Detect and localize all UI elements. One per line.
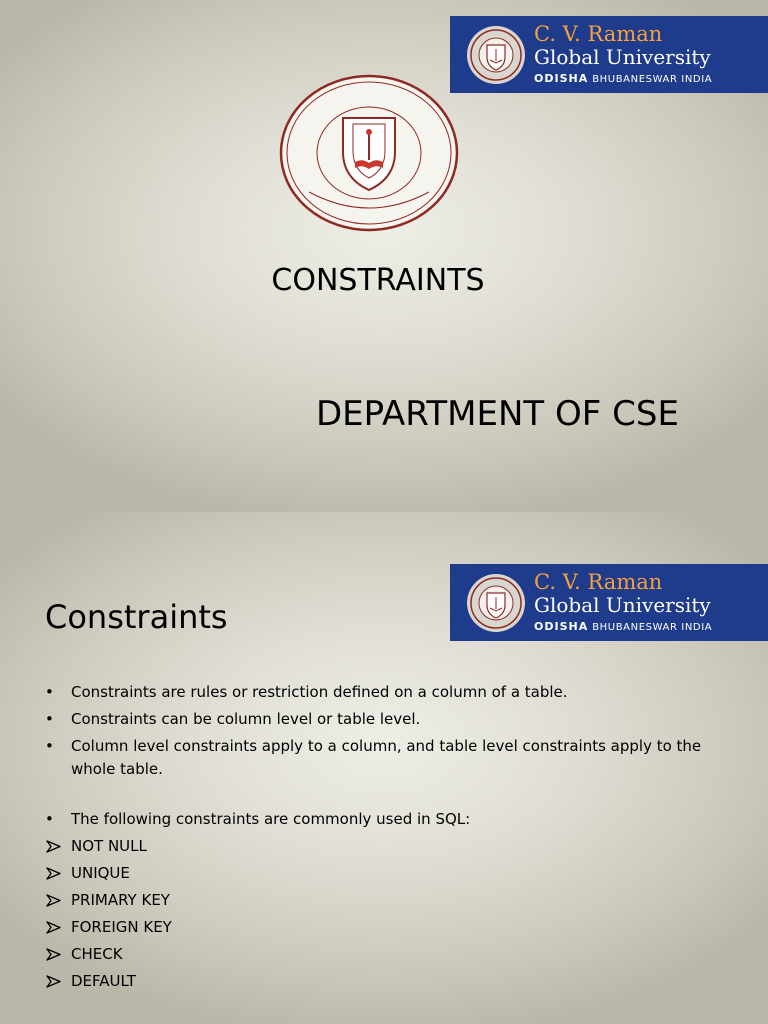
list-item — [45, 681, 725, 704]
list-item — [45, 943, 725, 966]
logo-location-strong: ODISHA — [534, 72, 589, 85]
list-item — [45, 808, 725, 831]
arrow-bullet-icon — [46, 921, 61, 934]
list-item-text: Constraints can be column level or table level. — [71, 710, 421, 728]
bullet-list — [45, 681, 725, 997]
list-item-text: CHECK — [71, 945, 123, 963]
department-name: DEPARTMENT OF CSE — [316, 394, 679, 434]
list-item-text: NOT NULL — [71, 837, 147, 855]
arrow-bullet-icon — [46, 867, 61, 880]
arrow-bullet-icon — [46, 975, 61, 988]
arrow-bullet-icon — [46, 948, 61, 961]
list-item — [45, 862, 725, 885]
logo-location-rest: BHUBANESWAR INDIA — [592, 74, 713, 85]
bullet-marker: • — [45, 737, 54, 755]
logo-location — [534, 621, 712, 633]
list-item-text: The following constraints are commonly used in SQL: — [71, 810, 471, 828]
university-seal-icon — [466, 573, 526, 633]
slide-title: Constraints — [45, 598, 228, 636]
list-item-text: UNIQUE — [71, 864, 130, 882]
list-item — [45, 735, 725, 781]
list-item-text: Constraints are rules or restriction defined on a column of a table. — [71, 683, 568, 701]
university-banner-logo — [450, 16, 768, 93]
bullet-marker: • — [45, 710, 54, 728]
logo-line-2: Global University — [534, 45, 711, 69]
university-seal-icon — [466, 25, 526, 85]
logo-line-1: C. V. Raman — [534, 22, 663, 46]
logo-location-strong: ODISHA — [534, 620, 589, 633]
bullet-marker: • — [45, 683, 54, 701]
university-seal-icon — [279, 74, 459, 232]
arrow-bullet-icon — [46, 894, 61, 907]
logo-line-1: C. V. Raman — [534, 570, 663, 594]
list-item-text: DEFAULT — [71, 972, 136, 990]
bullet-marker: • — [45, 810, 54, 828]
logo-line-2: Global University — [534, 593, 711, 617]
list-item — [45, 970, 725, 993]
presentation-title: CONSTRAINTS — [271, 263, 485, 298]
logo-location — [534, 73, 712, 85]
arrow-bullet-icon — [46, 840, 61, 853]
university-banner-logo — [450, 564, 768, 641]
logo-location-rest: BHUBANESWAR INDIA — [592, 622, 713, 633]
content-slide — [0, 512, 768, 1024]
list-item — [45, 835, 725, 858]
list-item — [45, 916, 725, 939]
list-item — [45, 889, 725, 912]
list-item-text: FOREIGN KEY — [71, 918, 172, 936]
list-item-text: Column level constraints apply to a column, and table level constraints apply to the whole table. — [71, 737, 702, 778]
list-item-text: PRIMARY KEY — [71, 891, 170, 909]
list-item — [45, 708, 725, 731]
